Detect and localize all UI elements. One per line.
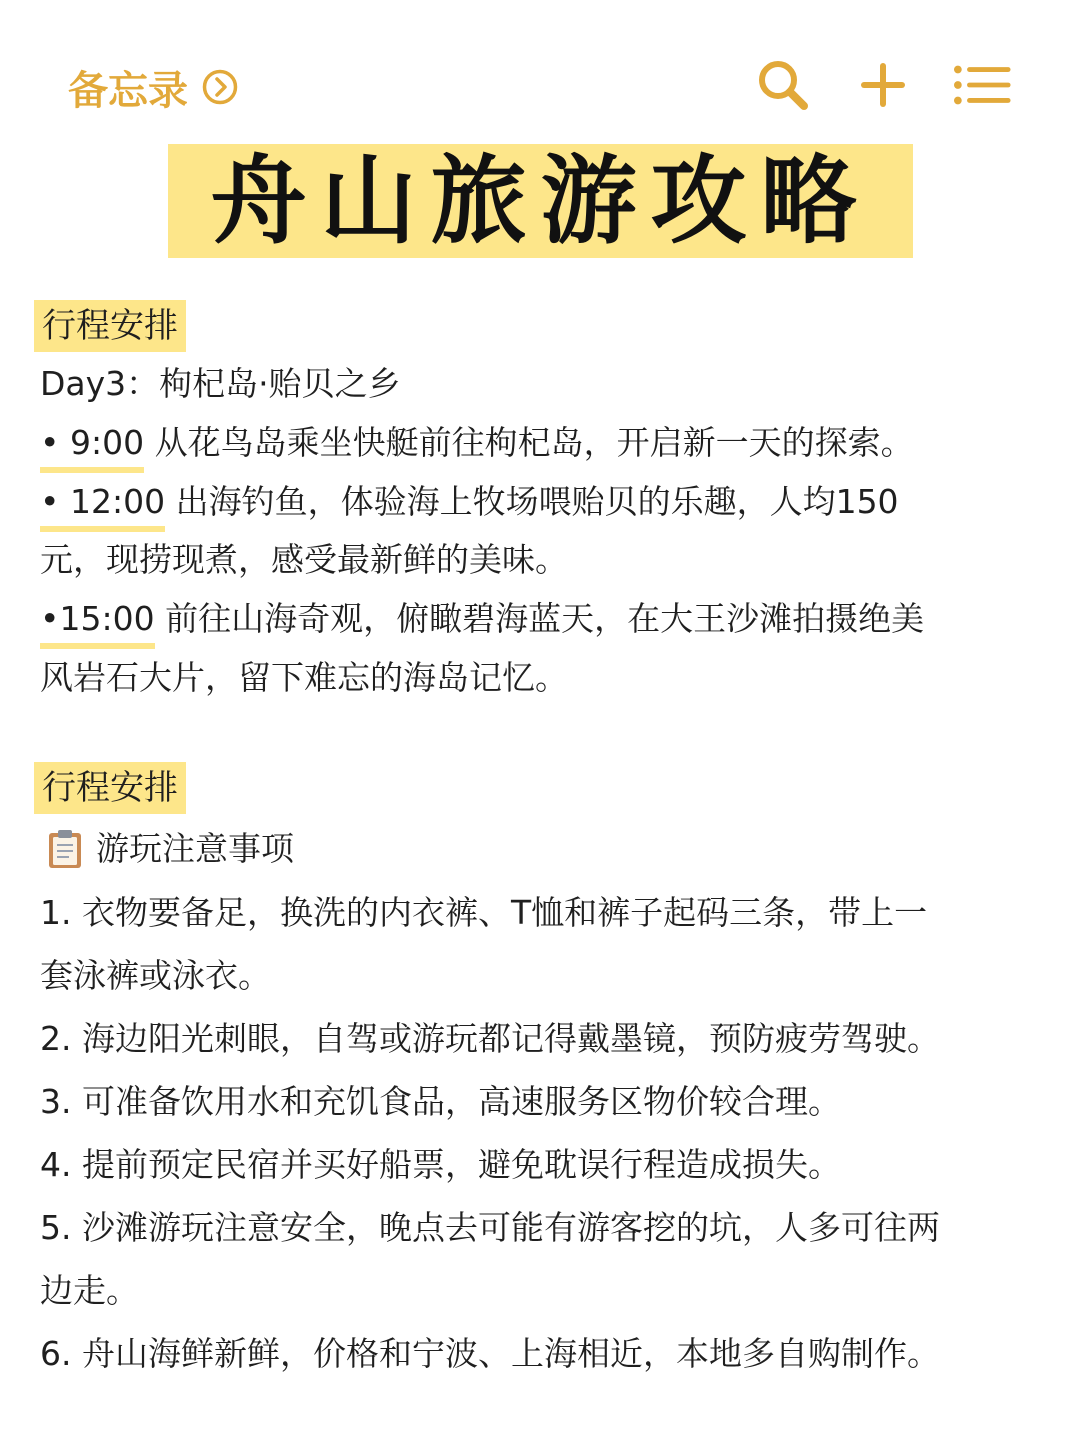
itinerary-item: [40, 473, 1050, 532]
itinerary-text: 从花鸟岛乘坐快艇前往枸杞岛，开启新一天的探索。: [144, 423, 914, 462]
itinerary-text-continued: 元，现捞现煮，感受最新鲜的美味。: [40, 540, 568, 579]
clipboard-icon: [46, 828, 84, 870]
add-note-button[interactable]: [854, 56, 912, 114]
note-item: 2. 海边阳光刺眼，自驾或游玩都记得戴墨镜，预防疲劳驾驶。: [40, 1019, 940, 1058]
list-button[interactable]: [954, 56, 1012, 114]
note-item-continued: 套泳裤或泳衣。: [40, 956, 271, 995]
page-title: 舟山旅游攻略: [210, 145, 871, 257]
itinerary-text: 出海钓鱼，体验海上牧场喂贻贝的乐趣，人均150: [165, 482, 899, 521]
itinerary-text: 前往山海奇观，俯瞰碧海蓝天，在大王沙滩拍摄绝美: [154, 599, 925, 638]
plus-icon: [859, 61, 907, 109]
note-item: 3. 可准备饮用水和充饥食品，高速服务区物价较合理。: [40, 1082, 841, 1121]
itinerary-time: •15:00: [40, 595, 155, 649]
itinerary-time: • 9:00: [40, 419, 144, 473]
search-button[interactable]: [754, 56, 812, 114]
note-item: 1. 衣物要备足，换洗的内衣裤、T恤和裤子起码三条，带上一: [40, 893, 928, 932]
section-tag-itinerary: 行程安排: [34, 762, 186, 814]
back-to-notes-button[interactable]: [68, 62, 238, 112]
note-item: 5. 沙滩游玩注意安全，晚点去可能有游客挖的坑，人多可往两: [40, 1208, 940, 1247]
toolbar: [754, 56, 1012, 114]
chevron-right-circle-icon: [202, 69, 238, 105]
notes-heading: [40, 820, 1050, 878]
itinerary-item: [40, 414, 1050, 473]
itinerary-item: [40, 590, 1050, 649]
section-tag-itinerary: 行程安排: [34, 300, 186, 352]
title-highlight: [168, 144, 913, 258]
back-label: 备忘录: [68, 67, 188, 114]
note-item: 4. 提前预定民宿并买好船票，避免耽误行程造成损失。: [40, 1145, 841, 1184]
itinerary-text-continued: 风岩石大片，留下难忘的海岛记忆。: [40, 658, 568, 697]
list-icon: [954, 63, 1012, 107]
search-icon: [755, 57, 811, 113]
top-bar: [0, 0, 1080, 150]
note-item: 6. 舟山海鲜新鲜，价格和宁波、上海相近，本地多自购制作。: [40, 1334, 940, 1373]
notes-title: 游玩注意事项: [96, 829, 294, 868]
itinerary-time: • 12:00: [40, 478, 165, 532]
day-line: Day3：枸杞岛·贻贝之乡: [40, 364, 401, 403]
note-item-continued: 边走。: [40, 1271, 139, 1310]
